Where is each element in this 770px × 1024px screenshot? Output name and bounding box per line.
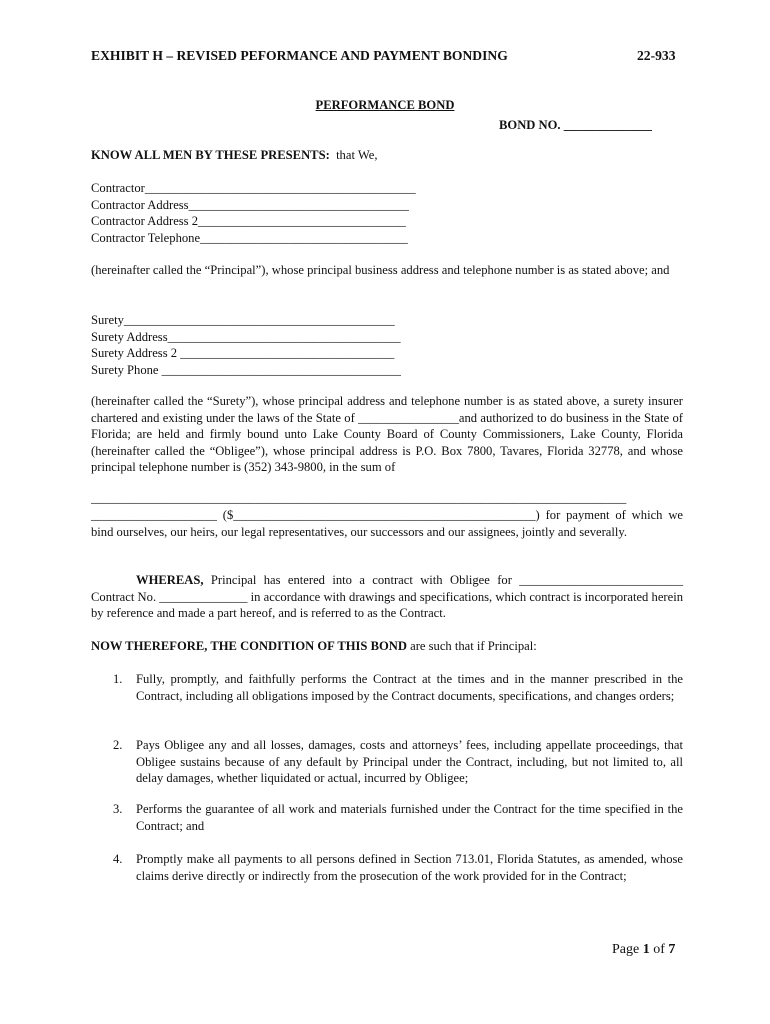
condition-heading (91, 638, 683, 655)
condition-number: 3. (113, 802, 123, 816)
condition-number: 2. (113, 738, 123, 752)
whereas-rest: Principal has entered into a contract with Obligee for __________________________ Contract No. ______________ in accordance with drawings and specifications, which contract is incorporated herein by reference and made a part hereof, and is referred to as the Contract. (91, 573, 683, 621)
exhibit-header-number: 22-933 (637, 48, 676, 63)
contractor-field: Contractor___________________________________________ (91, 181, 416, 195)
surety-field: Surety___________________________________________ (91, 313, 395, 327)
principal-paragraph: (hereinafter called the “Principal”), whose principal business address and telephone number is as stated above; and (91, 263, 670, 277)
condition-number: 1. (113, 672, 123, 686)
surety-paragraph: (hereinafter called the “Surety”), whose principal address and telephone number is as stated above, a surety insurer chartered and existing under the laws of the State of ________________and authorized to do business in the State of Florida; are held and firmly bound unto Lake County Board of County Commissioners, Lake County, Florida (hereinafter called the “Obligee”), whose principal address is P.O. Box 7800, Tavares, Florida 32778, and whose principal telephone number is (352) 343-9800, in the sum of (91, 394, 683, 475)
intro-lead: KNOW ALL MEN BY THESE PRESENTS: (91, 148, 330, 162)
whereas-paragraph (91, 572, 683, 622)
condition-text: Performs the guarantee of all work and materials furnished under the Contract for the time specified in the Contract; and (136, 802, 683, 833)
condition-item-2 (113, 737, 683, 787)
contractor-address2-field: Contractor Address 2_________________________________ (91, 214, 406, 229)
page-number (612, 942, 675, 959)
sum-paragraph: ____________________ ($________________________________________________) for payment of which we bind ourselves, our heirs, our legal representatives, our successors and our assignees, jointly and severally. (91, 508, 683, 539)
intro-rest: that We, (329, 148, 378, 162)
surety-address2-field: Surety Address 2 __________________________________ (91, 346, 395, 361)
intro-line (91, 147, 377, 164)
surety-address-field: Surety Address_____________________________________ (91, 329, 401, 344)
surety-fields (91, 312, 683, 378)
contractor-telephone-field: Contractor Telephone_________________________________ (91, 230, 408, 245)
contractor-fields (91, 180, 683, 246)
document-title: PERFORMANCE BOND (315, 98, 455, 112)
page-label: Page (612, 942, 643, 957)
whereas-lead: WHEREAS, (136, 573, 204, 587)
condition-item-3 (113, 801, 683, 834)
surety-phone-field: Surety Phone ______________________________________ (91, 362, 401, 377)
sum-blank-line: _____________________________________________________________________________________ (91, 491, 627, 505)
contractor-address-field: Contractor Address___________________________________ (91, 197, 409, 212)
condition-number: 4. (113, 852, 123, 866)
condition-heading-rest: are such that if Principal: (406, 639, 537, 653)
condition-item-4 (113, 851, 683, 884)
condition-item-1 (113, 671, 683, 704)
condition-heading-lead: NOW THEREFORE, THE CONDITION OF THIS BOND (91, 639, 407, 653)
page-current: 1 (642, 942, 650, 957)
exhibit-header-title: EXHIBIT H – REVISED PEFORMANCE AND PAYMENT BONDING (91, 48, 508, 63)
condition-text: Fully, promptly, and faithfully performs the Contract at the times and in the manner prescribed in the Contract, including all obligations imposed by the Contract documents, specifications, and changes orders; (136, 672, 683, 703)
page-of: of (649, 942, 669, 957)
bond-number: BOND NO. ______________ (499, 118, 652, 132)
page-total: 7 (668, 942, 676, 957)
condition-text: Pays Obligee any and all losses, damages, costs and attorneys’ fees, including appellate proceedings, that Obligee sustains because of any default by Principal under the Contract, including, but not limited to, all delay damages, whether liquidated or actual, incurred by Obligee; (136, 738, 683, 786)
condition-text: Promptly make all payments to all persons defined in Section 713.01, Florida Statutes, as amended, whose claims derive directly or indirectly from the prosecution of the work provided for in the Contract; (136, 852, 683, 883)
